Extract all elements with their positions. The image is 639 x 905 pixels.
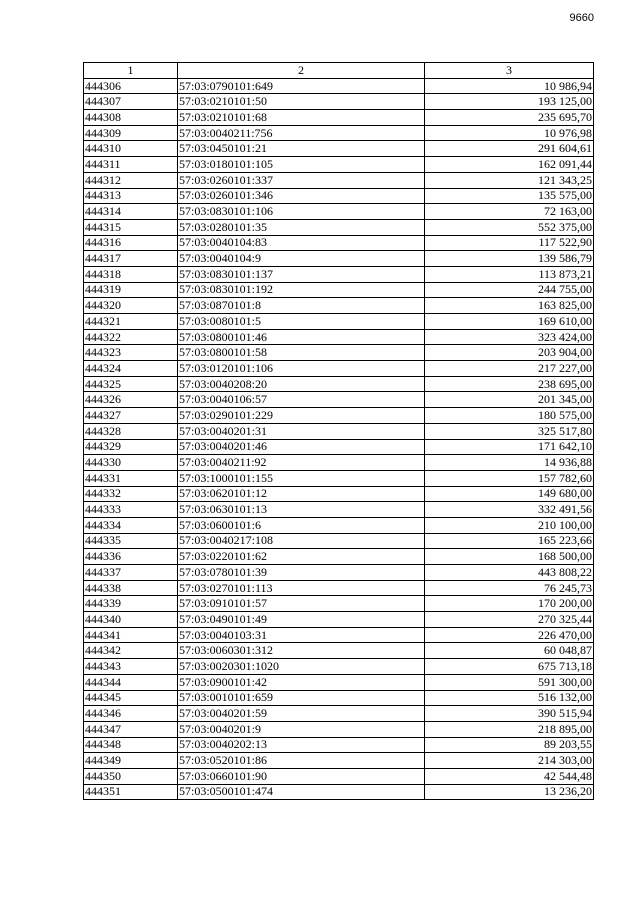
table-row xyxy=(84,78,594,94)
row-number-cell: 444342 xyxy=(84,643,178,659)
row-number-cell: 444348 xyxy=(84,737,178,753)
table-row xyxy=(84,423,594,439)
row-number-cell: 444314 xyxy=(84,204,178,220)
row-number-cell: 444324 xyxy=(84,361,178,377)
table-row xyxy=(84,721,594,737)
cadastral-value-cell: 14 936,88 xyxy=(425,455,594,471)
cadastral-number-cell: 57:03:0290101:229 xyxy=(178,408,425,424)
cadastral-value-cell: 171 642,10 xyxy=(425,439,594,455)
cadastral-value-cell: 270 325,44 xyxy=(425,612,594,628)
cadastral-value-cell: 89 203,55 xyxy=(425,737,594,753)
table-row xyxy=(84,643,594,659)
table-row xyxy=(84,627,594,643)
row-number-cell: 444346 xyxy=(84,706,178,722)
row-number-cell: 444323 xyxy=(84,345,178,361)
table-row xyxy=(84,172,594,188)
cadastral-value-cell: 180 575,00 xyxy=(425,408,594,424)
table-row xyxy=(84,110,594,126)
row-number-cell: 444320 xyxy=(84,298,178,314)
row-number-cell: 444306 xyxy=(84,78,178,94)
cadastral-number-cell: 57:03:0280101:35 xyxy=(178,219,425,235)
cadastral-value-cell: 117 522,90 xyxy=(425,235,594,251)
cadastral-value-cell: 210 100,00 xyxy=(425,517,594,533)
cadastral-value-cell: 218 895,00 xyxy=(425,721,594,737)
cadastral-number-cell: 57:03:0830101:137 xyxy=(178,266,425,282)
cadastral-value-cell: 201 345,00 xyxy=(425,392,594,408)
cadastral-value-cell: 60 048,87 xyxy=(425,643,594,659)
row-number-cell: 444336 xyxy=(84,549,178,565)
cadastral-number-cell: 57:03:0220101:62 xyxy=(178,549,425,565)
cadastral-value-cell: 203 904,00 xyxy=(425,345,594,361)
table-row xyxy=(84,455,594,471)
row-number-cell: 444347 xyxy=(84,721,178,737)
row-number-cell: 444321 xyxy=(84,314,178,330)
row-number-cell: 444349 xyxy=(84,753,178,769)
cadastral-value-cell: 675 713,18 xyxy=(425,659,594,675)
table-row xyxy=(84,314,594,330)
cadastral-number-cell: 57:03:0270101:113 xyxy=(178,580,425,596)
row-number-cell: 444339 xyxy=(84,596,178,612)
cadastral-value-cell: 591 300,00 xyxy=(425,674,594,690)
cadastral-number-cell: 57:03:1000101:155 xyxy=(178,470,425,486)
row-number-cell: 444313 xyxy=(84,188,178,204)
row-number-cell: 444343 xyxy=(84,659,178,675)
cadastral-number-cell: 57:03:0010101:659 xyxy=(178,690,425,706)
table-row xyxy=(84,157,594,173)
cadastral-value-cell: 226 470,00 xyxy=(425,627,594,643)
cadastral-value-cell: 193 125,00 xyxy=(425,94,594,110)
cadastral-number-cell: 57:03:0910101:57 xyxy=(178,596,425,612)
table-row xyxy=(84,188,594,204)
row-number-cell: 444331 xyxy=(84,470,178,486)
row-number-cell: 444345 xyxy=(84,690,178,706)
table-row xyxy=(84,251,594,267)
cadastral-number-cell: 57:03:0040202:13 xyxy=(178,737,425,753)
cadastral-value-cell: 10 976,98 xyxy=(425,125,594,141)
table-row xyxy=(84,376,594,392)
table-row xyxy=(84,408,594,424)
column-header-3: 3 xyxy=(425,63,594,79)
cadastral-value-table xyxy=(83,62,594,800)
row-number-cell: 444312 xyxy=(84,172,178,188)
table-row xyxy=(84,768,594,784)
cadastral-number-cell: 57:03:0040201:46 xyxy=(178,439,425,455)
cadastral-number-cell: 57:03:0830101:192 xyxy=(178,282,425,298)
cadastral-number-cell: 57:03:0120101:106 xyxy=(178,361,425,377)
cadastral-value-cell: 217 227,00 xyxy=(425,361,594,377)
table-row xyxy=(84,266,594,282)
cadastral-value-cell: 163 825,00 xyxy=(425,298,594,314)
cadastral-value-cell: 165 223,66 xyxy=(425,533,594,549)
table-row xyxy=(84,565,594,581)
cadastral-number-cell: 57:03:0040208:20 xyxy=(178,376,425,392)
row-number-cell: 444332 xyxy=(84,486,178,502)
table-row xyxy=(84,439,594,455)
cadastral-number-cell: 57:03:0040201:59 xyxy=(178,706,425,722)
table-row xyxy=(84,690,594,706)
cadastral-number-cell: 57:03:0020301:1020 xyxy=(178,659,425,675)
table-row xyxy=(84,329,594,345)
cadastral-value-cell: 214 303,00 xyxy=(425,753,594,769)
cadastral-number-cell: 57:03:0630101:13 xyxy=(178,502,425,518)
cadastral-value-cell: 135 575,00 xyxy=(425,188,594,204)
table-row xyxy=(84,784,594,800)
cadastral-number-cell: 57:03:0040103:31 xyxy=(178,627,425,643)
cadastral-value-cell: 42 544,48 xyxy=(425,768,594,784)
cadastral-number-cell: 57:03:0180101:105 xyxy=(178,157,425,173)
cadastral-number-cell: 57:03:0260101:337 xyxy=(178,172,425,188)
cadastral-number-cell: 57:03:0490101:49 xyxy=(178,612,425,628)
cadastral-number-cell: 57:03:0900101:42 xyxy=(178,674,425,690)
table-row xyxy=(84,533,594,549)
row-number-cell: 444315 xyxy=(84,219,178,235)
row-number-cell: 444334 xyxy=(84,517,178,533)
table-row xyxy=(84,204,594,220)
cadastral-number-cell: 57:03:0040217:108 xyxy=(178,533,425,549)
cadastral-value-cell: 235 695,70 xyxy=(425,110,594,126)
table-row xyxy=(84,345,594,361)
row-number-cell: 444344 xyxy=(84,674,178,690)
table-row xyxy=(84,486,594,502)
row-number-cell: 444350 xyxy=(84,768,178,784)
table-row xyxy=(84,298,594,314)
row-number-cell: 444341 xyxy=(84,627,178,643)
row-number-cell: 444328 xyxy=(84,423,178,439)
cadastral-number-cell: 57:03:0210101:50 xyxy=(178,94,425,110)
table-row xyxy=(84,580,594,596)
cadastral-number-cell: 57:03:0060301:312 xyxy=(178,643,425,659)
cadastral-value-cell: 121 343,25 xyxy=(425,172,594,188)
cadastral-value-cell: 72 163,00 xyxy=(425,204,594,220)
cadastral-value-cell: 323 424,00 xyxy=(425,329,594,345)
row-number-cell: 444322 xyxy=(84,329,178,345)
table-row xyxy=(84,392,594,408)
row-number-cell: 444309 xyxy=(84,125,178,141)
cadastral-number-cell: 57:03:0830101:106 xyxy=(178,204,425,220)
cadastral-number-cell: 57:03:0790101:649 xyxy=(178,78,425,94)
table-row xyxy=(84,141,594,157)
row-number-cell: 444327 xyxy=(84,408,178,424)
row-number-cell: 444333 xyxy=(84,502,178,518)
row-number-cell: 444335 xyxy=(84,533,178,549)
cadastral-number-cell: 57:03:0040211:92 xyxy=(178,455,425,471)
cadastral-number-cell: 57:03:0040104:9 xyxy=(178,251,425,267)
table-row xyxy=(84,470,594,486)
row-number-cell: 444329 xyxy=(84,439,178,455)
cadastral-value-cell: 170 200,00 xyxy=(425,596,594,612)
row-number-cell: 444326 xyxy=(84,392,178,408)
page-number: 9660 xyxy=(569,12,594,24)
row-number-cell: 444318 xyxy=(84,266,178,282)
cadastral-value-cell: 169 610,00 xyxy=(425,314,594,330)
cadastral-value-cell: 244 755,00 xyxy=(425,282,594,298)
cadastral-value-cell: 13 236,20 xyxy=(425,784,594,800)
cadastral-value-cell: 552 375,00 xyxy=(425,219,594,235)
table-row xyxy=(84,753,594,769)
table-row xyxy=(84,612,594,628)
table-row xyxy=(84,502,594,518)
cadastral-number-cell: 57:03:0040106:57 xyxy=(178,392,425,408)
row-number-cell: 444319 xyxy=(84,282,178,298)
row-number-cell: 444308 xyxy=(84,110,178,126)
table-row xyxy=(84,125,594,141)
row-number-cell: 444307 xyxy=(84,94,178,110)
cadastral-value-cell: 76 245,73 xyxy=(425,580,594,596)
cadastral-value-cell: 291 604,61 xyxy=(425,141,594,157)
table-row xyxy=(84,549,594,565)
cadastral-value-cell: 325 517,80 xyxy=(425,423,594,439)
row-number-cell: 444316 xyxy=(84,235,178,251)
table-row xyxy=(84,219,594,235)
row-number-cell: 444311 xyxy=(84,157,178,173)
cadastral-number-cell: 57:03:0620101:12 xyxy=(178,486,425,502)
cadastral-number-cell: 57:03:0500101:474 xyxy=(178,784,425,800)
row-number-cell: 444325 xyxy=(84,376,178,392)
row-number-cell: 444317 xyxy=(84,251,178,267)
table-row xyxy=(84,706,594,722)
row-number-cell: 444351 xyxy=(84,784,178,800)
table-row xyxy=(84,737,594,753)
cadastral-number-cell: 57:03:0800101:58 xyxy=(178,345,425,361)
table-row xyxy=(84,517,594,533)
cadastral-number-cell: 57:03:0780101:39 xyxy=(178,565,425,581)
cadastral-number-cell: 57:03:0800101:46 xyxy=(178,329,425,345)
row-number-cell: 444338 xyxy=(84,580,178,596)
cadastral-value-cell: 10 986,94 xyxy=(425,78,594,94)
cadastral-number-cell: 57:03:0660101:90 xyxy=(178,768,425,784)
cadastral-value-cell: 390 515,94 xyxy=(425,706,594,722)
row-number-cell: 444340 xyxy=(84,612,178,628)
cadastral-value-cell: 162 091,44 xyxy=(425,157,594,173)
table-row xyxy=(84,659,594,675)
cadastral-value-cell: 139 586,79 xyxy=(425,251,594,267)
cadastral-value-cell: 157 782,60 xyxy=(425,470,594,486)
cadastral-number-cell: 57:03:0080101:5 xyxy=(178,314,425,330)
cadastral-value-cell: 332 491,56 xyxy=(425,502,594,518)
table-body xyxy=(84,78,594,800)
cadastral-value-cell: 443 808,22 xyxy=(425,565,594,581)
table-row xyxy=(84,674,594,690)
cadastral-number-cell: 57:03:0040211:756 xyxy=(178,125,425,141)
row-number-cell: 444310 xyxy=(84,141,178,157)
table-row xyxy=(84,596,594,612)
row-number-cell: 444330 xyxy=(84,455,178,471)
cadastral-value-cell: 168 500,00 xyxy=(425,549,594,565)
cadastral-number-cell: 57:03:0040104:83 xyxy=(178,235,425,251)
cadastral-value-cell: 149 680,00 xyxy=(425,486,594,502)
table-row xyxy=(84,235,594,251)
table-row xyxy=(84,361,594,377)
cadastral-number-cell: 57:03:0520101:86 xyxy=(178,753,425,769)
cadastral-number-cell: 57:03:0260101:346 xyxy=(178,188,425,204)
table-row xyxy=(84,282,594,298)
cadastral-value-cell: 516 132,00 xyxy=(425,690,594,706)
cadastral-value-cell: 113 873,21 xyxy=(425,266,594,282)
cadastral-number-cell: 57:03:0210101:68 xyxy=(178,110,425,126)
cadastral-number-cell: 57:03:0600101:6 xyxy=(178,517,425,533)
table-header-row xyxy=(84,63,594,79)
table-row xyxy=(84,94,594,110)
row-number-cell: 444337 xyxy=(84,565,178,581)
cadastral-value-cell: 238 695,00 xyxy=(425,376,594,392)
column-header-2: 2 xyxy=(178,63,425,79)
cadastral-number-cell: 57:03:0450101:21 xyxy=(178,141,425,157)
cadastral-number-cell: 57:03:0870101:8 xyxy=(178,298,425,314)
cadastral-number-cell: 57:03:0040201:31 xyxy=(178,423,425,439)
cadastral-number-cell: 57:03:0040201:9 xyxy=(178,721,425,737)
column-header-1: 1 xyxy=(84,63,178,79)
